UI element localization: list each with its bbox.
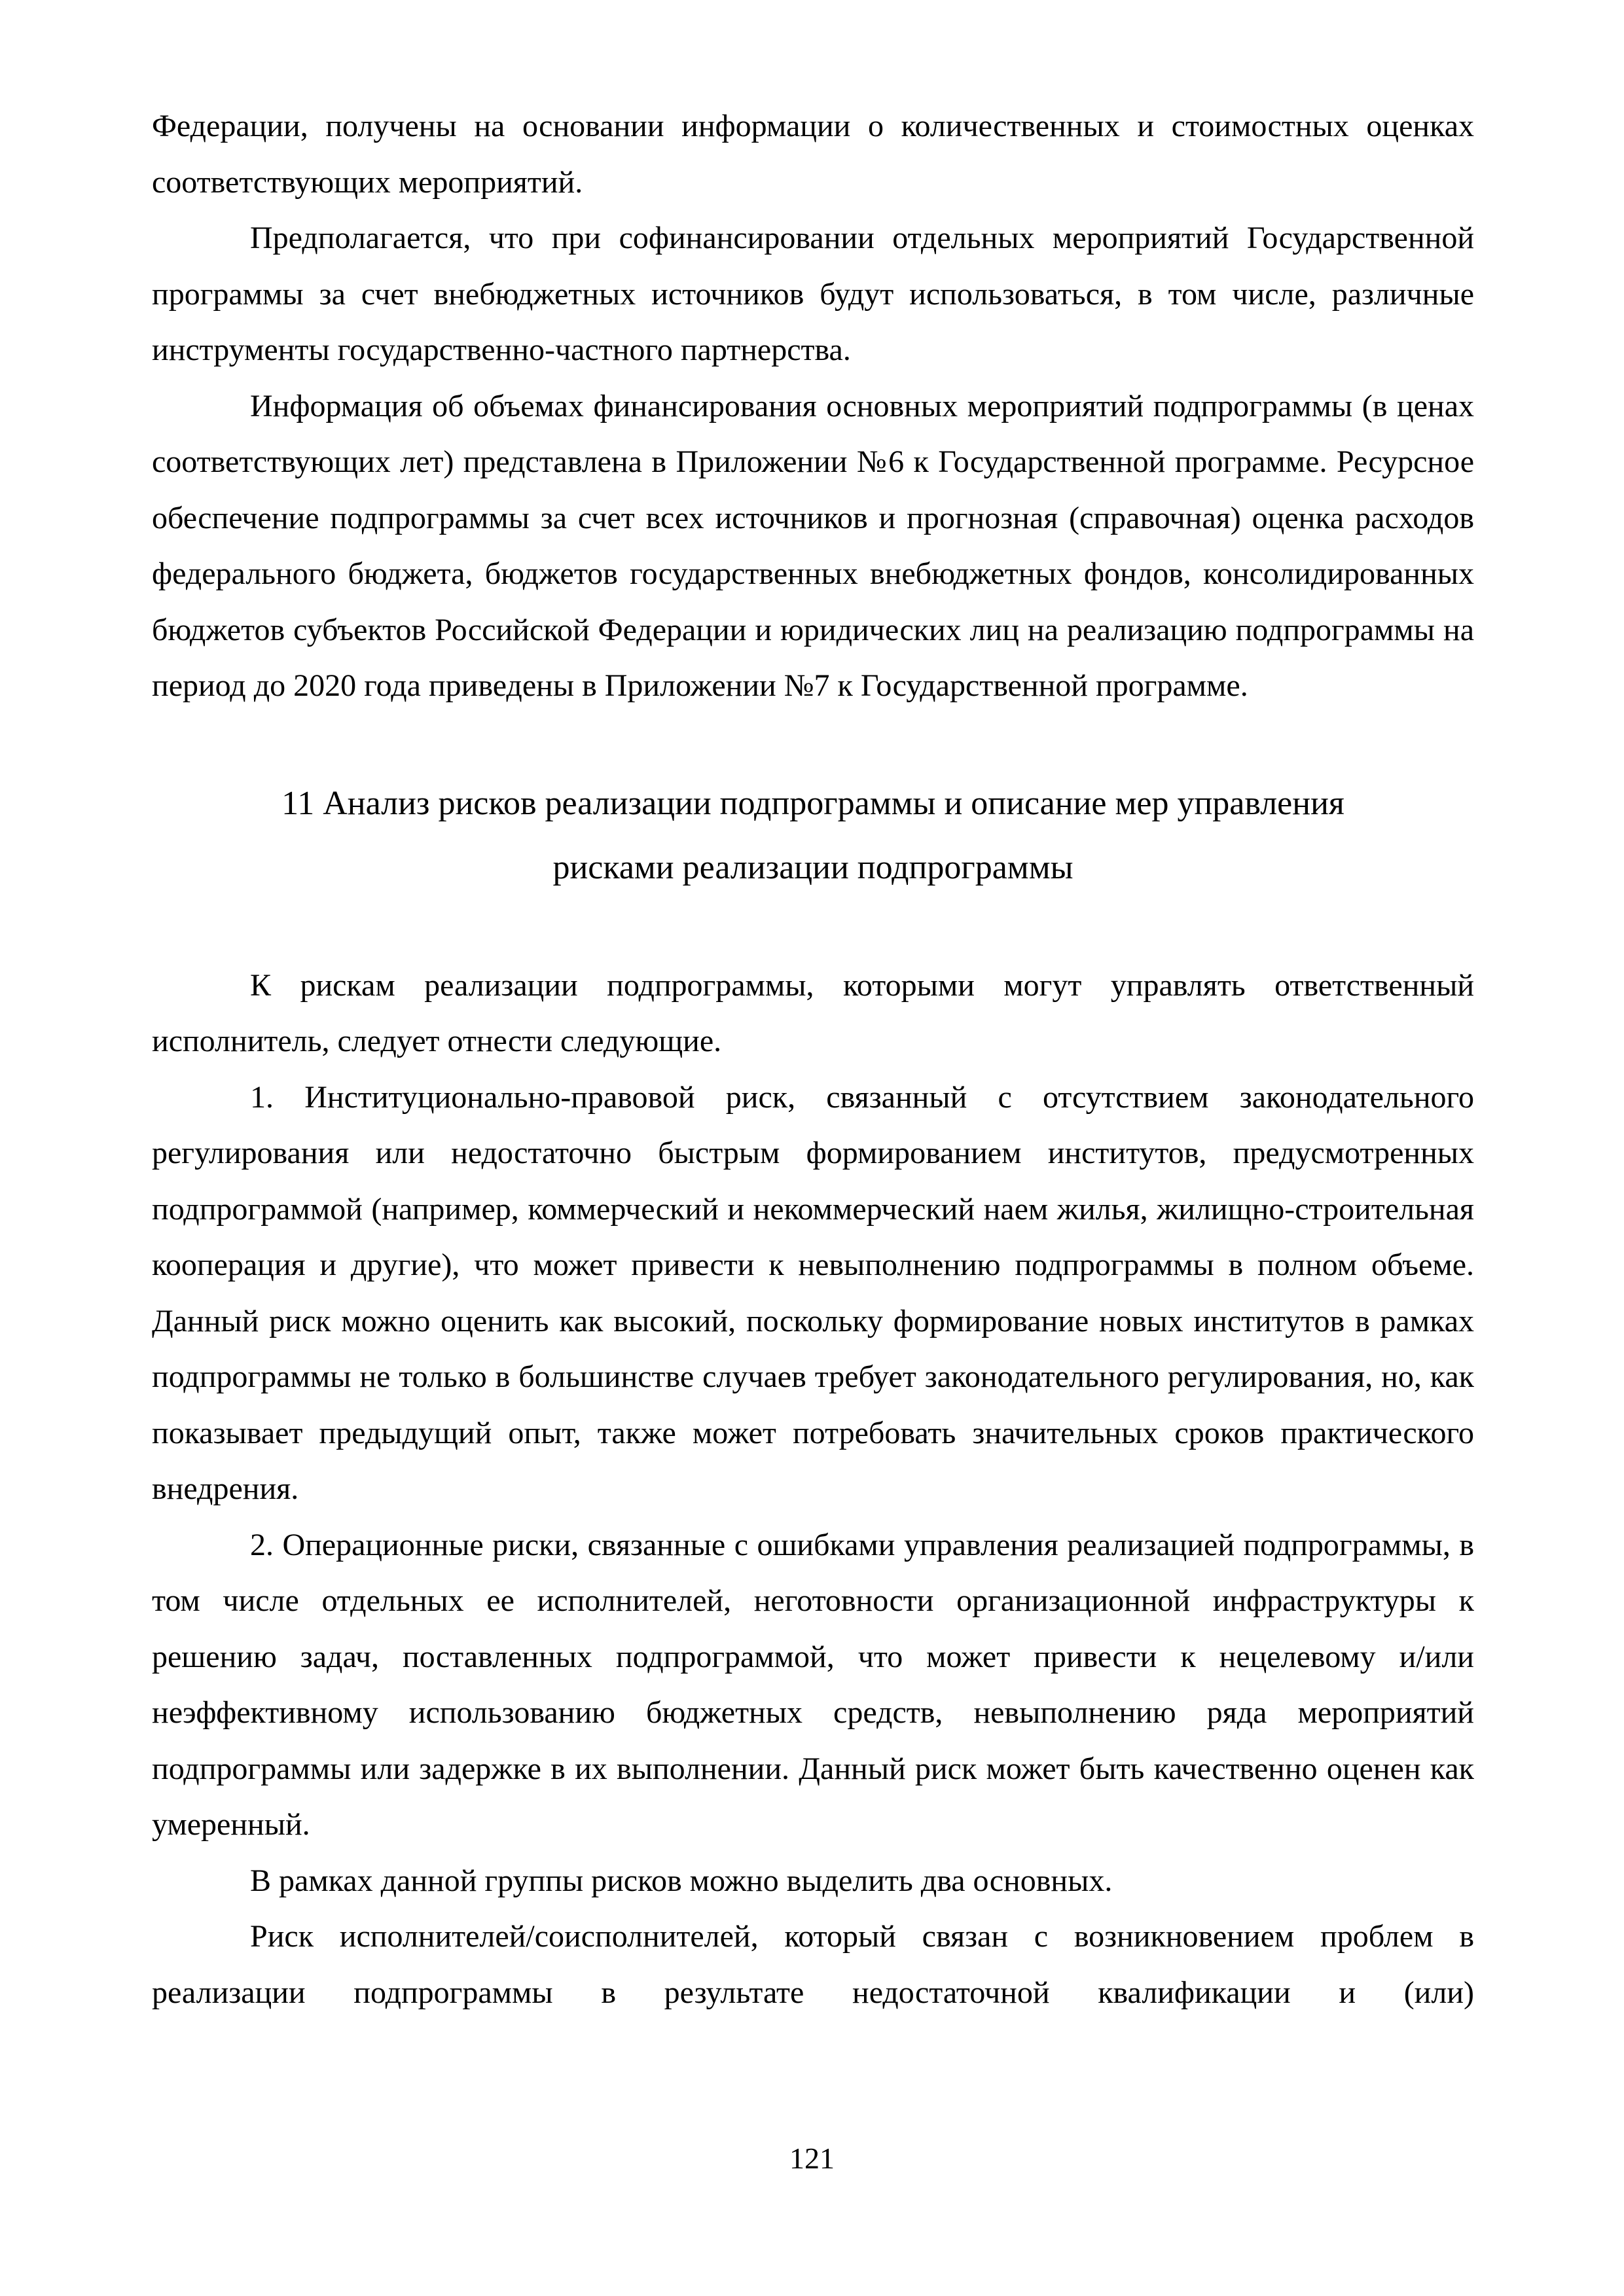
page-number: 121: [789, 2142, 835, 2175]
section-heading-line-1: 11 Анализ рисков реализации подпрограммы и описание мер управления: [281, 784, 1344, 822]
paragraph-continuation: Федерации, получены на основании информации о количественных и стоимостных оценках соответствующих мероприятий.: [152, 109, 1474, 200]
paragraph-financing-info: Информация об объемах финансирования основных мероприятий подпрограммы (в ценах соответствующих лет) представлена в Приложении №6 к Государственной программе. Ресурсное обеспечение подпрограммы за счет всех источников и прогнозная (справочная) оценка расходов федерального бюджета, бюджетов государственных внебюджетных фондов, консолидированных бюджетов субъектов Российской Федерации и юридических лиц на реализацию подпрограммы на период до 2020 года приведены в Приложении №7 к Государственной программе.: [152, 388, 1474, 703]
paragraph-risk-executors: Риск исполнителей/соисполнителей, который связан с возникновением проблем в реализации подпрограммы в результате недостаточной квалификации и (или): [152, 1919, 1474, 2010]
paragraph-risk-institutional: 1. Институционально-правовой риск, связанный с отсутствием законодательного регулирования или недостаточно быстрым формированием институтов, предусмотренных подпрограммой (например, коммерческий и некоммерческий наем жилья, жилищно-строительная кооперация и другие), что может привести к невыполнению подпрограммы в полном объеме. Данный риск можно оценить как высокий, поскольку формирование новых институтов в рамках подпрограммы не только в большинстве случаев требует законодательного регулирования, но, как показывает предыдущий опыт, также может потребовать значительных сроков практического внедрения.: [152, 1079, 1474, 1506]
section-heading: [152, 772, 1474, 900]
paragraph-risk-operational: 2. Операционные риски, связанные с ошибками управления реализацией подпрограммы, в том числе отдельных ее исполнителей, неготовности организационной инфраструктуры к решению задач, поставленных подпрограммой, что может привести к нецелевому и/или неэффективному использованию бюджетных средств, невыполнению ряда мероприятий подпрограммы или задержке в их выполнении. Данный риск может быть качественно оценен как умеренный.: [152, 1527, 1474, 1842]
section-heading-line-2: рисками реализации подпрограммы: [552, 848, 1074, 886]
paragraph-cofinancing: Предполагается, что при софинансировании отдельных мероприятий Государственной программы за счет внебюджетных источников будут использоваться, в том числе, различные инструменты государственно-частного партнерства.: [152, 221, 1474, 367]
paragraph-risk-groups: В рамках данной группы рисков можно выделить два основных.: [250, 1863, 1113, 1898]
paragraph-risks-intro: К рискам реализации подпрограммы, которыми могут управлять ответственный исполнитель, следует отнести следующие.: [152, 967, 1474, 1058]
page-content: [152, 98, 1474, 2020]
